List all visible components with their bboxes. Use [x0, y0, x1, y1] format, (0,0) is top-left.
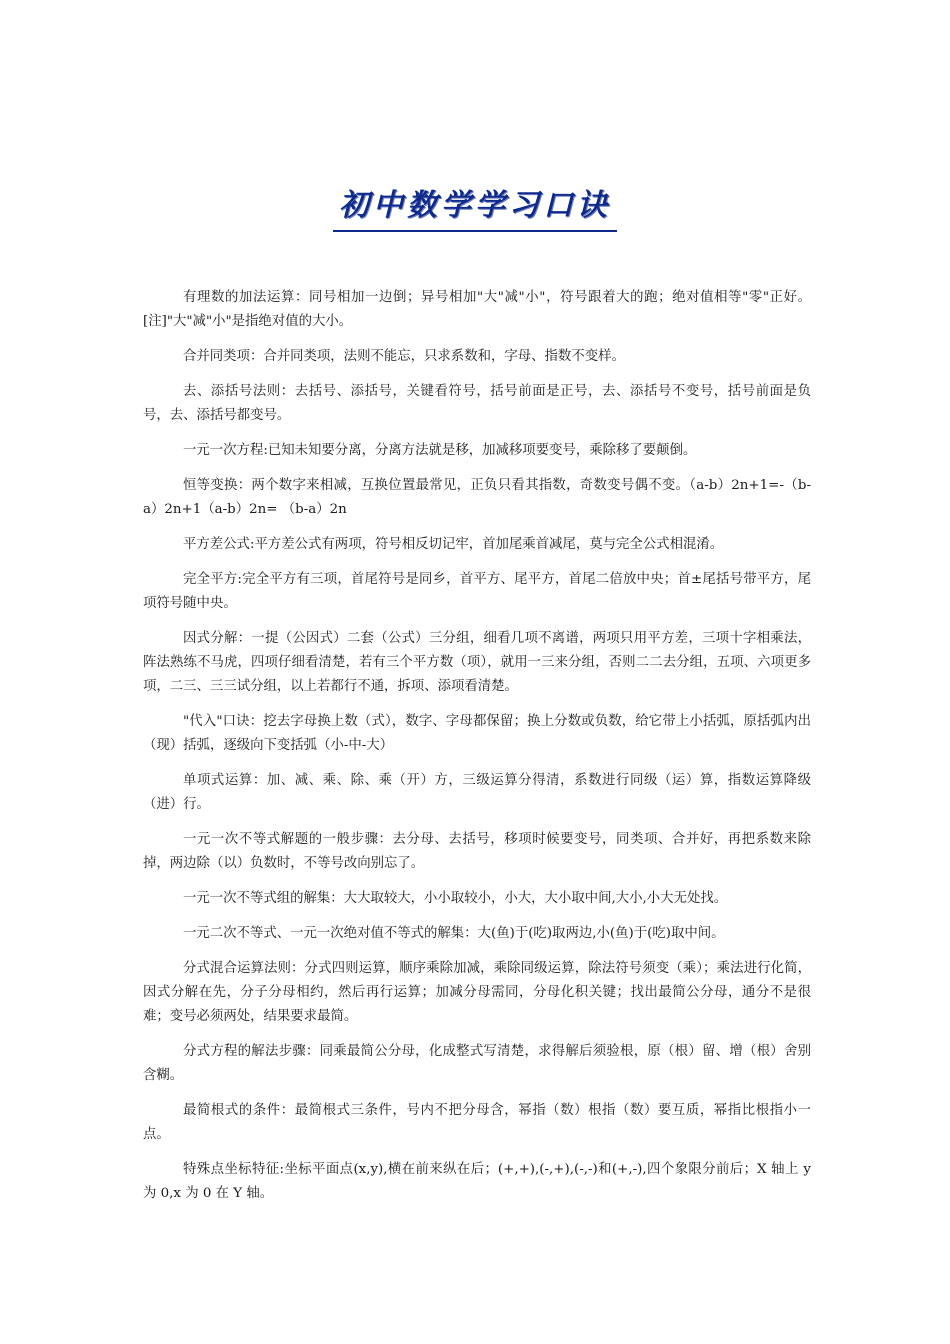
paragraph-simplest-radical: 最简根式的条件：最简根式三条件，号内不把分母含，幂指（数）根指（数）要互质，幂指比根指小一点。: [143, 1103, 811, 1142]
paragraph-identity-transform: 恒等变换：两个数字来相减，互换位置最常见，正负只看其指数，奇数变号偶不变。（a-b）2n+1=-（b-a）2n+1（a-b）2n= （b-a）2n: [143, 478, 811, 517]
paragraph-quadratic-inequality: 一元二次不等式、一元一次绝对值不等式的解集：大(鱼)于(吃)取两边,小(鱼)于(吃)取中间。: [183, 926, 725, 941]
paragraph-linear-inequality-steps: 一元一次不等式解题的一般步骤：去分母、去括号，移项时候要变号，同类项、合并好，再把系数来除掉，两边除（以）负数时，不等号改向别忘了。: [143, 832, 811, 871]
paragraph-monomial-ops: 单项式运算：加、减、乘、除、乘（开）方，三级运算分得清，系数进行同级（运）算，指数运算降级（进）行。: [143, 773, 811, 812]
paragraph-addition-rule: 有理数的加法运算：同号相加一边倒；异号相加"大"减"小"，符号跟着大的跑；绝对值相等"零"正好。[注]"大"减"小"是指绝对值的大小。: [143, 290, 811, 329]
paragraph-fraction-ops: 分式混合运算法则：分式四则运算，顺序乘除加减，乘除同级运算，除法符号须变（乘）；乘法进行化简，因式分解在先，分子分母相约，然后再行运算；加减分母需同，分母化积关键；找出最简公分母，通分不是很难；变号必须两处，结果要求最简。: [143, 961, 811, 1024]
paragraph-brackets-rule: 去、添括号法则：去括号、添括号，关键看符号，括号前面是正号，去、添括号不变号，括号前面是负号，去、添括号都变号。: [143, 384, 811, 423]
paragraph-fraction-equation: 分式方程的解法步骤：同乘最简公分母，化成整式写清楚，求得解后须验根，原（根）留、增（根）舍别含糊。: [143, 1044, 811, 1083]
paragraph-coordinate-points: 特殊点坐标特征:坐标平面点(x,y),横在前来纵在后；(+,+),(-,+),(-,-)和(+,-),四个象限分前后；X 轴上 y 为 0,x 为 0 在 Y 轴。: [143, 1162, 811, 1201]
document-title: 初中数学学习口诀: [333, 180, 617, 232]
title-container: [0, 180, 950, 232]
paragraph-linear-equation: 一元一次方程:已知未知要分离，分离方法就是移，加减移项要变号，乘除移了要颠倒。: [183, 443, 697, 458]
paragraph-inequality-system: 一元一次不等式组的解集：大大取较大，小小取较小，小大，大小取中间,大小,小大无处找。: [183, 891, 728, 906]
paragraph-like-terms: 合并同类项：合并同类项，法则不能忘，只求系数和，字母、指数不变样。: [183, 349, 625, 364]
paragraph-difference-of-squares: 平方差公式:平方差公式有两项，符号相反切记牢，首加尾乘首减尾，莫与完全公式相混淆。: [183, 537, 724, 552]
document-body: [143, 286, 811, 1217]
paragraph-factorization: 因式分解：一提（公因式）二套（公式）三分组，细看几项不离谱，两项只用平方差，三项十字相乘法，阵法熟练不马虎，四项仔细看清楚，若有三个平方数（项），就用一三来分组，否则二二去分组，五项、六项更多项，二三、三三试分组，以上若都行不通，拆项、添项看清楚。: [143, 631, 811, 694]
paragraph-perfect-square: 完全平方:完全平方有三项，首尾符号是同乡，首平方、尾平方，首尾二倍放中央；首±尾括号带平方，尾项符号随中央。: [143, 572, 811, 611]
paragraph-substitution: "代入"口诀：挖去字母换上数（式），数字、字母都保留；换上分数或负数，给它带上小括弧，原括弧内出（现）括弧，逐级向下变括弧（小-中-大）: [143, 714, 811, 753]
